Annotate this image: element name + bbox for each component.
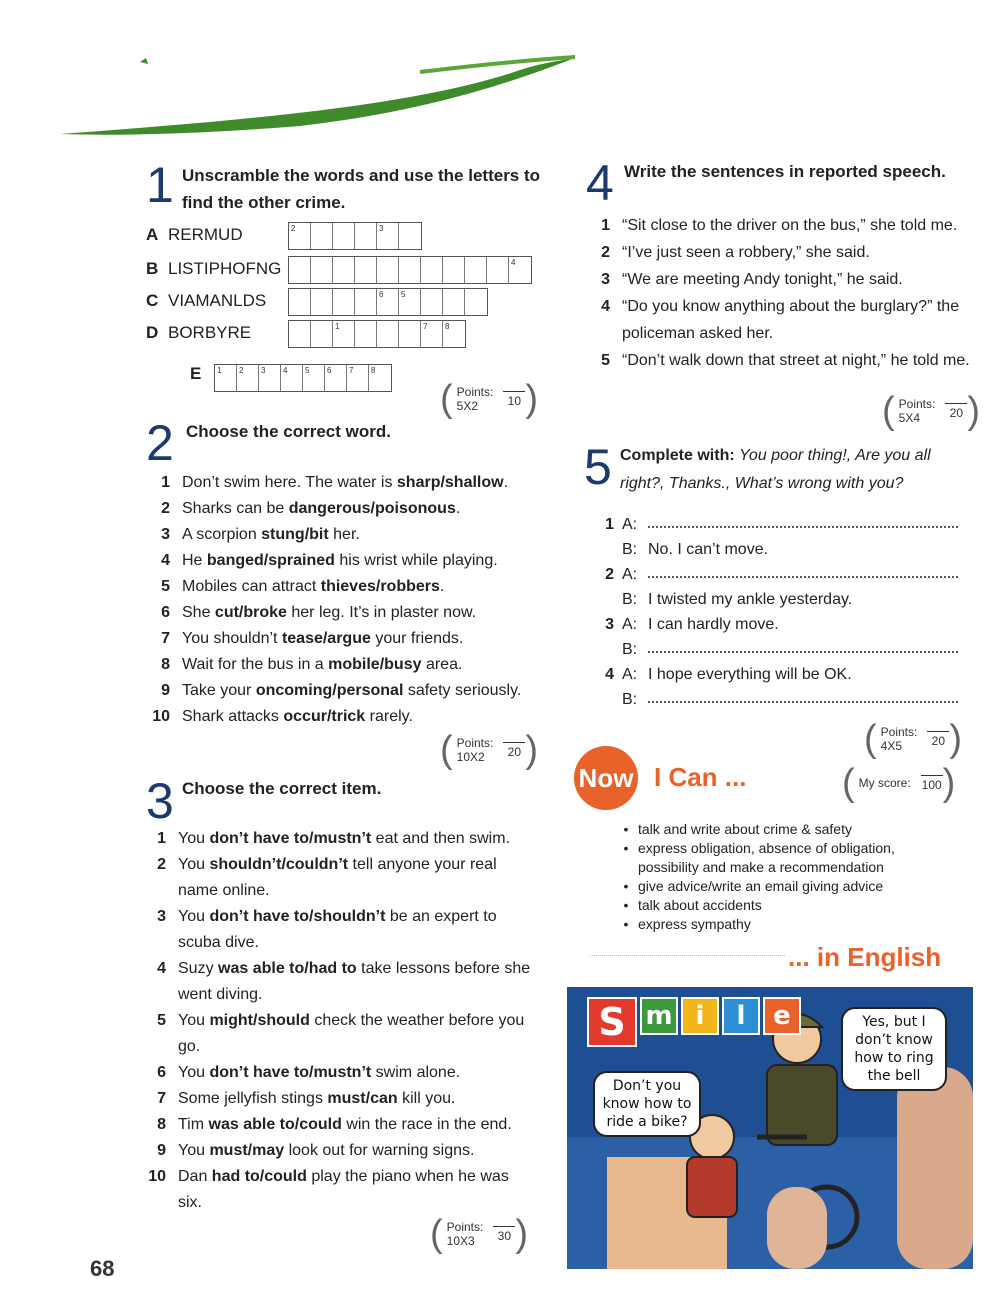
letter-cell[interactable]: [465, 257, 487, 283]
cell-number: 6: [327, 366, 332, 375]
list-item: [136, 1086, 536, 1112]
points-label: Points:: [898, 397, 936, 411]
scramble-row-letter: A: [146, 225, 159, 244]
exercise-1-title: Unscramble the words and use the letters to find the other crime.: [182, 166, 541, 212]
exercise-1-points: ( Points: 5X2 10 ): [440, 378, 538, 420]
can-do-item: [614, 820, 959, 839]
letter-cell[interactable]: [355, 321, 377, 347]
exercise-5-title-plain: Complete with:: [620, 447, 735, 464]
cell-number: 8: [445, 322, 450, 331]
letter-cell[interactable]: [289, 223, 311, 249]
bullet-icon: •: [623, 916, 629, 932]
points-total: 20: [507, 744, 522, 759]
scrambled-word: BORBYRE: [168, 323, 252, 342]
points-formula: 10X3: [446, 1234, 475, 1248]
points-total: 20: [949, 405, 964, 420]
dialog-line: [584, 587, 964, 612]
dialog-text: No. I can’t move.: [648, 541, 769, 558]
item-number: 1: [157, 830, 166, 847]
dialog-line: [584, 687, 964, 712]
item-text: He banged/sprained his wrist while playing.: [182, 552, 498, 569]
list-item: [140, 626, 550, 652]
letter-cell[interactable]: [237, 365, 259, 391]
points-formula: 5X2: [456, 399, 479, 413]
speech-bubble-right: Yes, but I don’t know how to ring the bell: [841, 1007, 947, 1091]
final-crime-letter: E: [190, 364, 202, 383]
exercise-2-number: 2: [146, 415, 174, 471]
list-item: [136, 1164, 536, 1216]
list-item: [140, 704, 550, 730]
list-item: [136, 956, 536, 1008]
cell-number: 7: [349, 366, 354, 375]
dialog-text: I twisted my ankle yesterday.: [648, 591, 853, 608]
item-number: 4: [161, 552, 170, 569]
bullet-icon: •: [623, 821, 629, 837]
letter-cell[interactable]: [259, 365, 281, 391]
letter-cell[interactable]: [333, 321, 355, 347]
exercise-2-title: Choose the correct word.: [186, 422, 391, 441]
item-text: “I’ve just seen a robbery,” she said.: [622, 244, 870, 261]
item-number: 5: [601, 352, 610, 369]
can-do-item: [614, 877, 959, 896]
points-formula: 10X2: [456, 750, 485, 764]
can-do-text: express obligation, absence of obligation, possibility and make a recommendation: [638, 840, 895, 875]
bullet-icon: •: [623, 878, 629, 894]
cell-number: 6: [379, 290, 384, 299]
letter-cell[interactable]: [399, 223, 421, 249]
list-item: [136, 852, 536, 904]
letter-cell[interactable]: [289, 257, 311, 283]
can-do-item: [614, 896, 959, 915]
item-number: 9: [161, 682, 170, 699]
dialog-line: [584, 512, 964, 537]
scramble-row-letter: B: [146, 259, 159, 278]
speech-bubble-left: Don’t you know how to ride a bike?: [593, 1071, 701, 1137]
exercise-4-points: ( Points: 5X4 20 ): [882, 390, 980, 432]
list-item: [580, 212, 970, 239]
cell-number: 8: [371, 366, 376, 375]
item-text: You don’t have to/mustn’t eat and then swim.: [178, 830, 510, 847]
smile-logo-letter: e: [763, 997, 801, 1035]
points-label: Points:: [446, 1220, 484, 1234]
item-number: 4: [157, 960, 166, 977]
scrambled-word: RERMUD: [168, 225, 243, 244]
item-text: Wait for the bus in a mobile/busy area.: [182, 656, 463, 673]
cell-number: 5: [305, 366, 310, 375]
item-text: You shouldn’t/couldn’t tell anyone your real name online.: [178, 856, 497, 899]
list-item: [140, 470, 550, 496]
letter-cell[interactable]: [311, 223, 333, 249]
speaker-label: A:: [622, 616, 638, 633]
dialog-number: 2: [605, 566, 614, 583]
exercise-5-number: 5: [584, 439, 612, 495]
item-text: “Don’t walk down that street at night,” he told me.: [622, 352, 970, 369]
dialog-number: 4: [605, 666, 614, 683]
letter-cell[interactable]: [311, 321, 333, 347]
word-choice[interactable]: dangerous/poisonous: [288, 500, 456, 517]
dialog-number: [584, 637, 622, 662]
can-do-text: express sympathy: [638, 916, 751, 932]
cell-number: 4: [283, 366, 288, 375]
speaker-label: A:: [622, 516, 638, 533]
dialog-number: [584, 537, 622, 562]
letter-cell[interactable]: [377, 321, 399, 347]
cell-number: 2: [291, 224, 296, 233]
item-text: Suzy was able to/had to take lessons before she went diving.: [178, 960, 531, 1003]
exercise-3-list: [136, 826, 536, 1216]
letter-cell[interactable]: [421, 257, 443, 283]
speaker-label: B:: [622, 591, 638, 608]
points-label: Points:: [456, 736, 494, 750]
word-choice[interactable]: don’t have to/mustn’t: [209, 1064, 372, 1081]
item-text: Sharks can be dangerous/poisonous.: [182, 500, 461, 517]
smile-logo-letter: l: [722, 997, 760, 1035]
item-text: Don’t swim here. The water is sharp/shallow.: [182, 474, 509, 491]
speaker-label: B:: [622, 691, 638, 708]
letter-cell[interactable]: [399, 257, 421, 283]
my-score-label: My score:: [858, 776, 911, 790]
cell-number: 2: [239, 366, 244, 375]
item-number: 7: [157, 1090, 166, 1107]
dialog-line: [584, 612, 964, 637]
word-choice[interactable]: tease/argue: [281, 630, 371, 647]
cell-number: 3: [261, 366, 266, 375]
letter-cell[interactable]: [215, 365, 237, 391]
item-number: 6: [161, 604, 170, 621]
list-item: [140, 522, 550, 548]
smile-logo-letter: i: [681, 997, 719, 1035]
word-choice[interactable]: thieves/robbers: [320, 578, 440, 595]
can-do-item: [614, 839, 959, 877]
list-item: [136, 826, 536, 852]
letter-cell[interactable]: [443, 257, 465, 283]
scramble-row-letter: D: [146, 323, 159, 342]
letter-cell[interactable]: [347, 365, 369, 391]
points-total: 30: [497, 1228, 512, 1243]
can-do-item: [614, 915, 959, 934]
points-total: 10: [507, 393, 522, 408]
letter-cell[interactable]: [303, 365, 325, 391]
dialog-line: [584, 662, 964, 687]
list-item: [140, 652, 550, 678]
list-item: [140, 496, 550, 522]
letter-cell[interactable]: [333, 289, 355, 315]
letter-cell[interactable]: [369, 365, 391, 391]
points-formula: 5X4: [898, 411, 921, 425]
item-text: Mobiles can attract thieves/robbers.: [182, 578, 445, 595]
exercise-5-dialogs: [584, 512, 964, 712]
item-number: 2: [157, 856, 166, 873]
list-item: [136, 1112, 536, 1138]
item-text: You don’t have to/mustn’t swim alone.: [178, 1064, 461, 1081]
list-item: [580, 347, 970, 374]
cell-number: 3: [379, 224, 384, 233]
item-text: Shark attacks occur/trick rarely.: [182, 708, 413, 725]
dialog-number: 1: [605, 516, 614, 533]
item-number: 5: [157, 1012, 166, 1029]
dialog-text: I hope everything will be OK.: [648, 666, 852, 683]
item-text: You shouldn’t tease/argue your friends.: [182, 630, 464, 647]
dialog-number: [584, 687, 622, 712]
item-number: 9: [157, 1142, 166, 1159]
scrambled-word: LISTIPHOFNG: [168, 259, 282, 278]
item-text: “Sit close to the driver on the bus,” she told me.: [622, 217, 958, 234]
item-number: 2: [601, 244, 610, 261]
dialog-text: I can hardly move.: [648, 616, 779, 633]
speaker-label: A:: [622, 566, 638, 583]
letter-cell[interactable]: [289, 321, 311, 347]
scramble-row-letter: C: [146, 291, 159, 310]
list-item: [136, 1060, 536, 1086]
word-choice[interactable]: banged/sprained: [206, 552, 335, 569]
list-item: [136, 1008, 536, 1060]
letter-cell[interactable]: [311, 257, 333, 283]
list-item: [136, 1138, 536, 1164]
word-choice[interactable]: shouldn’t/couldn’t: [209, 856, 349, 873]
cell-number: 4: [511, 258, 516, 267]
item-text: Tim was able to/could win the race in the end.: [178, 1116, 512, 1133]
smile-comic: [567, 987, 973, 1269]
answer-grid[interactable]: [288, 320, 466, 348]
word-choice[interactable]: was able to/had to: [218, 960, 357, 977]
item-number: 1: [601, 217, 610, 234]
word-choice[interactable]: must/can: [327, 1090, 398, 1107]
word-choice[interactable]: mobile/busy: [328, 656, 422, 673]
dialog-number: [584, 587, 622, 612]
item-text: You must/may look out for warning signs.: [178, 1142, 475, 1159]
list-item: [580, 266, 970, 293]
dialog-line: [584, 537, 964, 562]
answer-grid[interactable]: [288, 222, 422, 250]
letter-cell[interactable]: [325, 365, 347, 391]
answer-blank[interactable]: [648, 562, 958, 578]
item-text: Dan had to/could play the piano when he was six.: [178, 1168, 509, 1211]
letter-cell[interactable]: [443, 289, 465, 315]
exercise-3-title: Choose the correct item.: [182, 779, 382, 798]
letter-cell[interactable]: [377, 257, 399, 283]
letter-cell[interactable]: [377, 223, 399, 249]
item-number: 5: [161, 578, 170, 595]
speaker-label: B:: [622, 641, 638, 658]
answer-blank[interactable]: [648, 512, 958, 528]
word-choice[interactable]: might/should: [209, 1012, 310, 1029]
letter-cell[interactable]: [509, 257, 531, 283]
word-choice[interactable]: oncoming/personal: [255, 682, 404, 699]
letter-cell[interactable]: [399, 321, 421, 347]
dialog-line: [584, 562, 964, 587]
word-choice[interactable]: sharp/shallow: [396, 474, 504, 491]
word-choice[interactable]: had to/could: [211, 1168, 307, 1185]
item-number: 1: [161, 474, 170, 491]
item-number: 7: [161, 630, 170, 647]
page-number: 68: [90, 1256, 115, 1281]
letter-cell[interactable]: [443, 321, 465, 347]
letter-cell[interactable]: [465, 289, 487, 315]
item-number: 8: [161, 656, 170, 673]
item-text: A scorpion stung/bit her.: [182, 526, 360, 543]
letter-cell[interactable]: [333, 257, 355, 283]
exercise-3-points: ( Points: 10X3 30 ): [430, 1213, 528, 1255]
can-do-text: give advice/write an email giving advice: [638, 878, 884, 894]
letter-cell[interactable]: [421, 321, 443, 347]
exercise-4-list: [580, 212, 970, 374]
item-text: You don’t have to/shouldn’t be an expert to scuba dive.: [178, 908, 497, 951]
exercise-2-list: [140, 470, 550, 730]
points-formula: 4X5: [880, 739, 903, 753]
item-number: 3: [161, 526, 170, 543]
item-text: “We are meeting Andy tonight,” he said.: [622, 271, 903, 288]
exercise-4-number: 4: [586, 155, 614, 211]
i-can-title: I Can ...: [654, 762, 747, 792]
bullet-icon: •: [623, 840, 629, 856]
smile-logo-letter: m: [640, 997, 678, 1035]
points-total: 20: [931, 733, 946, 748]
smile-logo-letter: S: [587, 997, 637, 1047]
decorative-swoosh: [0, 0, 1000, 150]
scrambled-word: VIAMANLDS: [168, 291, 267, 310]
my-score: ( My score: 100 ): [842, 762, 956, 804]
item-text: Take your oncoming/personal safety seriously.: [182, 682, 522, 699]
now-badge: Now: [574, 746, 638, 810]
points-label: Points:: [880, 725, 918, 739]
word-choice[interactable]: must/may: [209, 1142, 285, 1159]
list-item: [140, 678, 550, 704]
points-label: Points:: [456, 385, 494, 399]
letter-cell[interactable]: [355, 257, 377, 283]
word-choice[interactable]: was able to/could: [208, 1116, 342, 1133]
letter-cell[interactable]: [487, 257, 509, 283]
speaker-label: B:: [622, 541, 638, 558]
list-item: [136, 904, 536, 956]
final-crime-grid[interactable]: [214, 364, 392, 392]
item-text: “Do you know anything about the burglary?” the policeman asked her.: [622, 298, 960, 342]
letter-cell[interactable]: [281, 365, 303, 391]
word-choice[interactable]: occur/trick: [283, 708, 366, 725]
my-score-total: 100: [921, 777, 942, 792]
list-item: [580, 293, 970, 347]
exercise-4-title: Write the sentences in reported speech.: [624, 162, 946, 181]
exercise-5-points: ( Points: 4X5 20 ): [864, 718, 962, 760]
list-item: [140, 600, 550, 626]
letter-cell[interactable]: [311, 289, 333, 315]
letter-cell[interactable]: [333, 223, 355, 249]
divider: [590, 955, 785, 956]
item-number: 4: [601, 298, 610, 315]
can-do-text: talk about accidents: [638, 897, 762, 913]
letter-cell[interactable]: [355, 223, 377, 249]
answer-blank[interactable]: [648, 687, 958, 703]
list-item: [140, 548, 550, 574]
exercise-2-points: ( Points: 10X2 20 ): [440, 729, 538, 771]
cell-number: 1: [335, 322, 340, 331]
item-number: 6: [157, 1064, 166, 1081]
bullet-icon: •: [623, 897, 629, 913]
item-number: 10: [148, 1168, 166, 1185]
in-english-footer: ... in English: [788, 942, 942, 972]
answer-grid[interactable]: [288, 256, 532, 284]
letter-cell[interactable]: [399, 289, 421, 315]
can-do-text: talk and write about crime & safety: [638, 821, 852, 837]
cell-number: 5: [401, 290, 406, 299]
exercise-3-number: 3: [146, 773, 174, 829]
list-item: [580, 239, 970, 266]
i-can-bullets: [614, 820, 959, 934]
letter-cell[interactable]: [421, 289, 443, 315]
item-text: She cut/broke her leg. It’s in plaster now.: [182, 604, 477, 621]
speaker-label: A:: [622, 666, 638, 683]
exercise-5-title: [620, 442, 960, 498]
word-choice[interactable]: cut/broke: [214, 604, 287, 621]
exercise-5-phrases: You poor thing!, Are you all right?, Thanks., What’s wrong with you?: [620, 447, 931, 492]
letter-cell[interactable]: [377, 289, 399, 315]
cell-number: 7: [423, 322, 428, 331]
dialog-number: 3: [605, 616, 614, 633]
word-choice[interactable]: stung/bit: [261, 526, 329, 543]
cell-number: 1: [217, 366, 222, 375]
word-choice[interactable]: don’t have to/shouldn’t: [209, 908, 386, 925]
item-number: 3: [157, 908, 166, 925]
item-text: You might/should check the weather before you go.: [178, 1012, 525, 1055]
word-choice[interactable]: don’t have to/mustn’t: [209, 830, 372, 847]
letter-cell[interactable]: [355, 289, 377, 315]
item-number: 10: [152, 708, 170, 725]
item-number: 8: [157, 1116, 166, 1133]
list-item: [140, 574, 550, 600]
dialog-line: [584, 637, 964, 662]
item-number: 3: [601, 271, 610, 288]
answer-grid[interactable]: [288, 288, 488, 316]
item-number: 2: [161, 500, 170, 517]
answer-blank[interactable]: [648, 637, 958, 653]
letter-cell[interactable]: [289, 289, 311, 315]
item-text: Some jellyfish stings must/can kill you.: [178, 1090, 456, 1107]
exercise-1-number: 1: [146, 157, 174, 213]
smile-logo: [587, 997, 804, 1047]
